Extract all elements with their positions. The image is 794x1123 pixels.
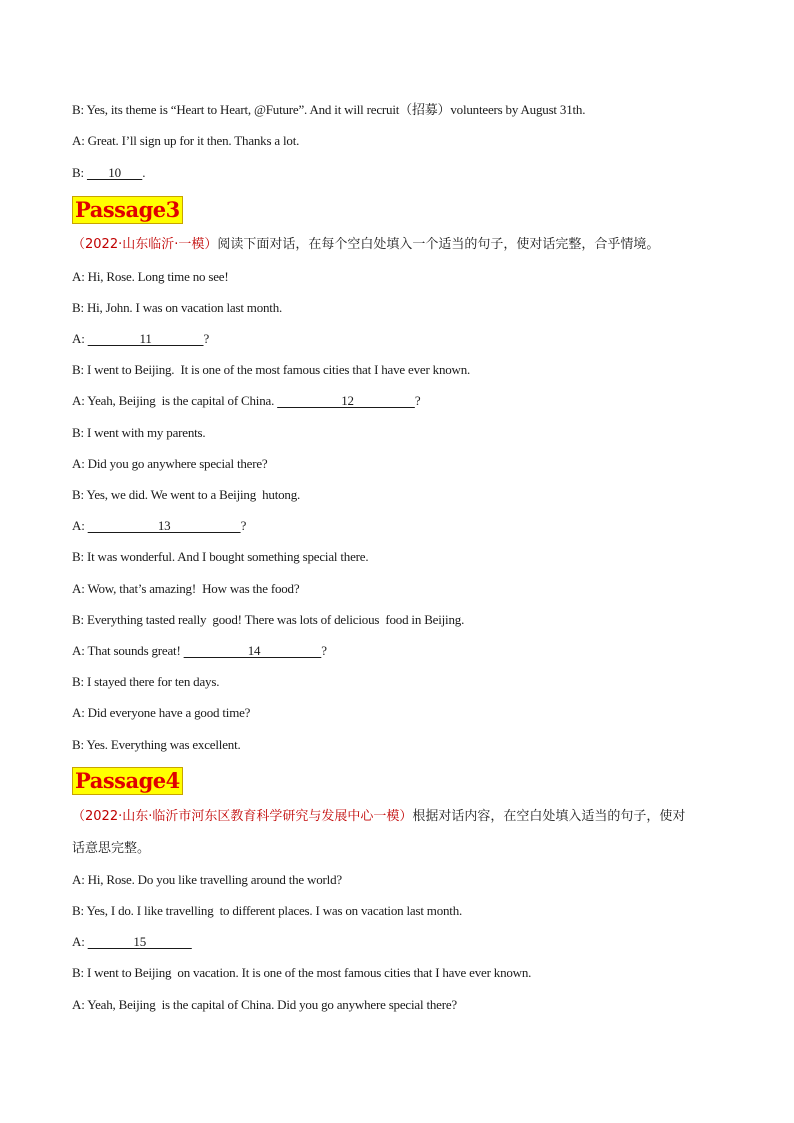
speaker-label: A: <box>72 518 85 533</box>
line-text: I went with my parents. <box>86 425 206 440</box>
line-text: Yes, we did. We went to a Beijing hutong. <box>86 487 301 502</box>
speaker-label: B: <box>72 300 84 315</box>
line-text: I went to Beijing on vacation. It is one of the most famous cities that I have ever known. <box>86 965 532 980</box>
line-text: Great. I’ll sign up for it then. Thanks a lot. <box>87 133 300 148</box>
passage-title: Passage4 <box>72 767 183 795</box>
speaker-label: A: <box>72 997 85 1012</box>
speaker-label: B: <box>72 903 84 918</box>
speaker-label: A: <box>72 872 85 887</box>
dialogue-line <box>72 673 219 691</box>
line-text: That sounds great! <box>87 643 184 658</box>
speaker-label: B: <box>72 965 84 980</box>
line-text: Wow, that’s amazing! How was the food? <box>87 581 300 596</box>
dialogue-line <box>72 299 282 317</box>
speaker-label: A: <box>72 643 85 658</box>
line-text: Did you go anywhere special there? <box>87 456 268 471</box>
dialogue-line <box>72 642 327 660</box>
dialogue-line <box>72 611 464 629</box>
dialogue-line <box>72 164 145 182</box>
answer-blank[interactable]: 11 <box>87 331 204 346</box>
dialogue-line <box>72 486 300 504</box>
exam-source: 2022·山东临沂·一模 <box>85 237 205 252</box>
dialogue-line <box>72 361 470 379</box>
dialogue-line <box>72 871 342 889</box>
dialogue-line <box>72 548 368 566</box>
dialogue-line <box>72 392 420 410</box>
exam-source: 2022·山东·临沂市河东区教育科学研究与发展中心一模 <box>85 809 400 824</box>
dialogue-line <box>72 996 457 1014</box>
speaker-label: A: <box>72 331 85 346</box>
dialogue-line <box>72 455 268 473</box>
line-text: Hi, John. I was on vacation last month. <box>86 300 283 315</box>
source-bracket: （ <box>72 809 86 824</box>
dialogue-line <box>72 704 250 722</box>
dialogue-line <box>72 132 299 150</box>
source-bracket: ） <box>399 809 413 824</box>
speaker-label: A: <box>72 456 85 471</box>
passage-title: Passage3 <box>72 196 183 224</box>
answer-blank[interactable]: 10 <box>86 165 143 180</box>
line-text: ? <box>203 331 210 346</box>
dialogue-line <box>72 580 299 598</box>
answer-blank[interactable]: 15 <box>87 934 192 949</box>
line-text: Yeah, Beijing is the capital of China. <box>87 393 278 408</box>
speaker-label: B: <box>72 612 84 627</box>
source-bracket: （ <box>72 237 86 252</box>
line-text: Hi, Rose. Long time no see! <box>87 269 229 284</box>
line-text: ? <box>414 393 421 408</box>
instruction-text: 根据对话内容，在空白处填入适当的句子，使对 <box>412 809 686 824</box>
speaker-label: A: <box>72 133 85 148</box>
instruction-text: 阅读下面对话，在每个空白处填入一个适当的句子，使对话完整，合乎情境。 <box>217 237 660 252</box>
line-text: . <box>142 165 146 180</box>
answer-blank[interactable]: 14 <box>183 643 322 658</box>
line-text: Yes. Everything was excellent. <box>86 737 241 752</box>
source-bracket: ） <box>204 237 218 252</box>
line-text: Yes, its theme is “Heart to Heart, @Future”. And it will recruit（招募）volunteers by August 31th. <box>86 102 586 117</box>
line-text: I went to Beijing. It is one of the most famous cities that I have ever known. <box>86 362 471 377</box>
dialogue-line <box>72 330 209 348</box>
speaker-label: B: <box>72 549 84 564</box>
speaker-label: A: <box>72 393 85 408</box>
speaker-label: B: <box>72 102 84 117</box>
speaker-label: B: <box>72 674 84 689</box>
speaker-label: B: <box>72 737 84 752</box>
question-source-line <box>72 808 685 826</box>
speaker-label: B: <box>72 165 84 180</box>
answer-blank[interactable]: 12 <box>277 393 415 408</box>
speaker-label: B: <box>72 487 84 502</box>
question-source-line <box>72 236 659 254</box>
speaker-label: A: <box>72 269 85 284</box>
dialogue-line <box>72 736 241 754</box>
dialogue-line <box>72 101 585 119</box>
line-text: ? <box>240 518 247 533</box>
speaker-label: B: <box>72 425 84 440</box>
line-text: Hi, Rose. Do you like travelling around the world? <box>87 872 342 887</box>
line-text: Did everyone have a good time? <box>87 705 251 720</box>
speaker-label: A: <box>72 934 85 949</box>
line-text: Everything tasted really good! There was lots of delicious food in Beijing. <box>86 612 465 627</box>
dialogue-line <box>72 933 192 951</box>
dialogue-line <box>72 964 531 982</box>
speaker-label: B: <box>72 362 84 377</box>
line-text: ? <box>321 643 327 658</box>
speaker-label: A: <box>72 705 85 720</box>
instruction-continuation: 话意思完整。 <box>72 841 151 856</box>
answer-blank[interactable]: 13 <box>87 518 241 533</box>
dialogue-line <box>72 517 246 535</box>
speaker-label: A: <box>72 581 85 596</box>
line-text: Yeah, Beijing is the capital of China. Did you go anywhere special there? <box>87 997 457 1012</box>
line-text: Yes, I do. I like travelling to different places. I was on vacation last month. <box>86 903 463 918</box>
dialogue-line <box>72 424 205 442</box>
line-text: I stayed there for ten days. <box>86 674 220 689</box>
dialogue-line <box>72 902 462 920</box>
line-text: It was wonderful. And I bought something special there. <box>86 549 369 564</box>
dialogue-line <box>72 268 229 286</box>
